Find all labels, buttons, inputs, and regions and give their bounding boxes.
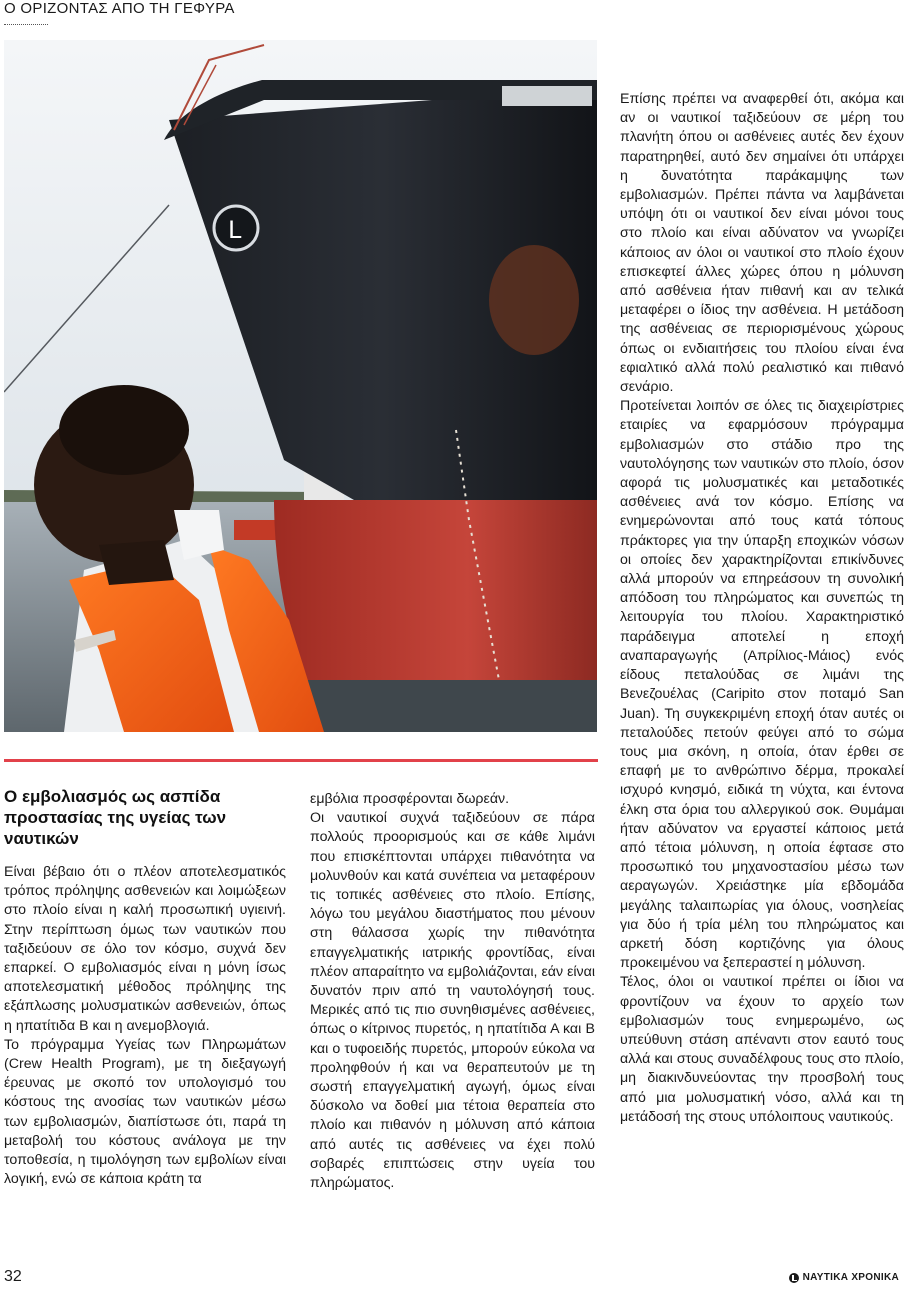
paragraph: Επίσης πρέπει να αναφερθεί ότι, ακόμα και αν οι ναυτικοί ταξιδεύουν σε μέρη του πλανήτη όπου οι ασθένειες αυτές δεν έχουν παρατηρηθεί, αυτό δεν σημαίνει ότι υπάρχει η δυνατότητα παράκαμψης των εμβολιασμών. Πρέπει πάντα να λαμβάνεται υπόψη ότι οι ναυτικοί δεν είναι μόνοι τους στο πλοίο και είναι αδύνατον να γνωρίζει κάποιος αν όλοι οι ναυτικοί στο πλοίο έχουν επισκεφτεί άλλες χώρες όπου η μόλυνση από ασθένεια ήταν πιθανή και αν τελικά μεταφέρει ο ίδιος την ασθένεια. Η μετάδοση της ασθένειας σε περιορισμένους χώρους όπως οι ενδιαιτήσεις του πλοίου είναι ένα εφιαλτικό αλλά πολύ ρεαλιστικό και πιθανό σενάριο.	[620, 91, 904, 396]
paragraph: Οι ναυτικοί συχνά ταξιδεύουν σε πάρα πολλούς προορισμούς και σε κάθε λιμάνι που επισκέπτονται υπάρχει πιθανότητα να μολυνθούν και κατά συνέπεια να μεταφέρουν τις τοπικές ασθένειες στο πλοίο. Επίσης, λόγω του μεγάλου διαστήματος που μένουν στη θάλασσα χωρίς την πιθανότητα επαγγελματικής ιατρικής φροντίδας, είναι πλέον απαραίτητο να εμβολιάζονται, εάν είναι δυνατόν πριν από τη ναυτολόγησή τους. Μερικές από τις πιο συνηθισμένες ασθένειες, όπως ο κίτρινος πυρετός, η ηπατίτιδα Α και Β και ο τυφοειδής πυρετός, μπορούν εύκολα να προληφθούν ή και να θεραπευτούν με τη σωστή επαγγελματική αγωγή, όμως είναι δύσκολο να δοθεί μια τέτοια θεραπεία στο πλοίο και πιθανόν η μόλυνση από κάποια από αυτές τις ασθένειες να έχει πολύ σοβαρές επιπτώσεις στην υγεία του πληρώματος.	[310, 810, 595, 1192]
article-column-1	[4, 786, 286, 1189]
paragraph: Είναι βέβαιο ότι ο πλέον αποτελεσματικός τρόπος πρόληψης ασθενειών και λοιμώξεων στο πλοίο είναι η καλή προσωπική υγιεινή. Στην περίπτωση όμως των ναυτικών που ταξιδεύουν σε όλο τον κόσμο, συχνά δεν επαρκεί. Ο εμβολιασμός είναι η μόνη ίσως αποτελεσματική μέθοδος πρόληψης της εξάπλωσης μολυσματικών ασθενειών, όπως η ηπατίτιδα Β και η ανεμοβλογιά.	[4, 864, 286, 1034]
article-title: Ο εμβολιασμός ως ασπίδα προστασίας της υγείας των ναυτικών	[4, 787, 227, 848]
section-divider	[4, 759, 598, 762]
section-title: Ο ΟΡΙΖΟΝΤΑΣ ΑΠΟ ΤΗ ΓΕΦΥΡΑ	[4, 0, 235, 17]
paragraph: Το πρόγραμμα Υγείας των Πληρωμάτων (Crew Health Program), με τη διεξαγωγή έρευνας με σκοπό τον υπολογισμό του κόστους της ανοσίας των ναυτικών μέσω των εμβολιασμών, διαπίστωσε ότι, παρά τη μεταβολή του κόστους ανάλογα με την τοποθεσία, η τιμολόγηση των εμβολίων είναι λογική, ενώ σε κάποια κράτη τα	[4, 1036, 286, 1188]
ship-photo	[4, 40, 597, 732]
brand-name: ΝΑΥΤΙΚΑ ΧΡΟΝΙΚΑ	[802, 1272, 899, 1283]
brand-logo-icon	[789, 1273, 799, 1283]
paragraph: Τέλος, όλοι οι ναυτικοί πρέπει οι ίδιοι να φροντίζουν να έχουν το αρχείο των εμβολιασμών τους ενημερωμένο, ως υπεύθυνη στάση απέναντι στον εαυτό τους αλλά και στους συναδέλφους τους στο πλοίο, μη διακινδυνεύοντας την προσβολή τους από μια μολυσματική νόσο, αλλά και τη μετάδοσή της στους υπόλοιπους ναυτικούς.	[620, 974, 904, 1125]
publication-brand	[789, 1272, 899, 1283]
article-column-3	[620, 90, 904, 1127]
page-number: 32	[4, 1268, 22, 1285]
paragraph: εμβόλια προσφέρονται δωρεάν.	[310, 791, 510, 807]
hull-letter: L	[228, 216, 242, 244]
header-divider	[4, 24, 48, 25]
paragraph: Προτείνεται λοιπόν σε όλες τις διαχειρίστριες εταιρίες να εφαρμόσουν πρόγραμμα εμβολιασμών στο στάδιο προ της ναυτολόγησης των ναυτικών στο πλοίο, όσον αφορά τις μολυσματικές και μεταδοτικές ασθένειες ανά τον κόσμο. Επίσης να ενημερώνονται από τους κατά τόπους πράκτορες για την ύπαρξη εποχικών νόσων οι οποίες δεν χαρακτηρίζονται επικίνδυνες αλλά μπορούν να επηρεάσουν τη συνολική απόδοση του πληρώματος και συνεπώς τη λειτουργία του πλοίου. Χαρακτηριστικό παράδειγμα αποτελεί η εποχή αναπαραγωγής (Απρίλιος-Μάιος) ενός είδους πεταλούδας σε λιμάνι της Βενεζουέλας (Caripito στον ποταμό San Juan). Τη συγκεκριμένη εποχή όταν αυτές οι πεταλούδες πετούν φεύγει από το σώμα τους μια σκόνη, η οποία, όταν έρθει σε επαφή με το ανθρώπινο δέρμα, προκαλεί ισχυρό κνησμό, ειδικά τη νύχτα, και έντονα έλκη στα όρια του αλλεργικού σοκ. Θυμάμαι ήταν αδύνατον να εργαστεί κάποιος μετά από τέτοια μόλυνση, η οποία έφτασε στο προσωπικό του μηχανοστασίου μέσω των αεραγωγών. Χρειάστηκε μία εβδομάδα μεγάλης ταλαιπωρίας για όλους, νοσηλείας για δύο ή τρία μέλη του πληρώματος και αρκετή δόση κορτιζόνης για όλους προκειμένου να ξεπεραστεί η μόλυνση.	[620, 398, 904, 972]
article-column-2	[310, 790, 595, 1193]
